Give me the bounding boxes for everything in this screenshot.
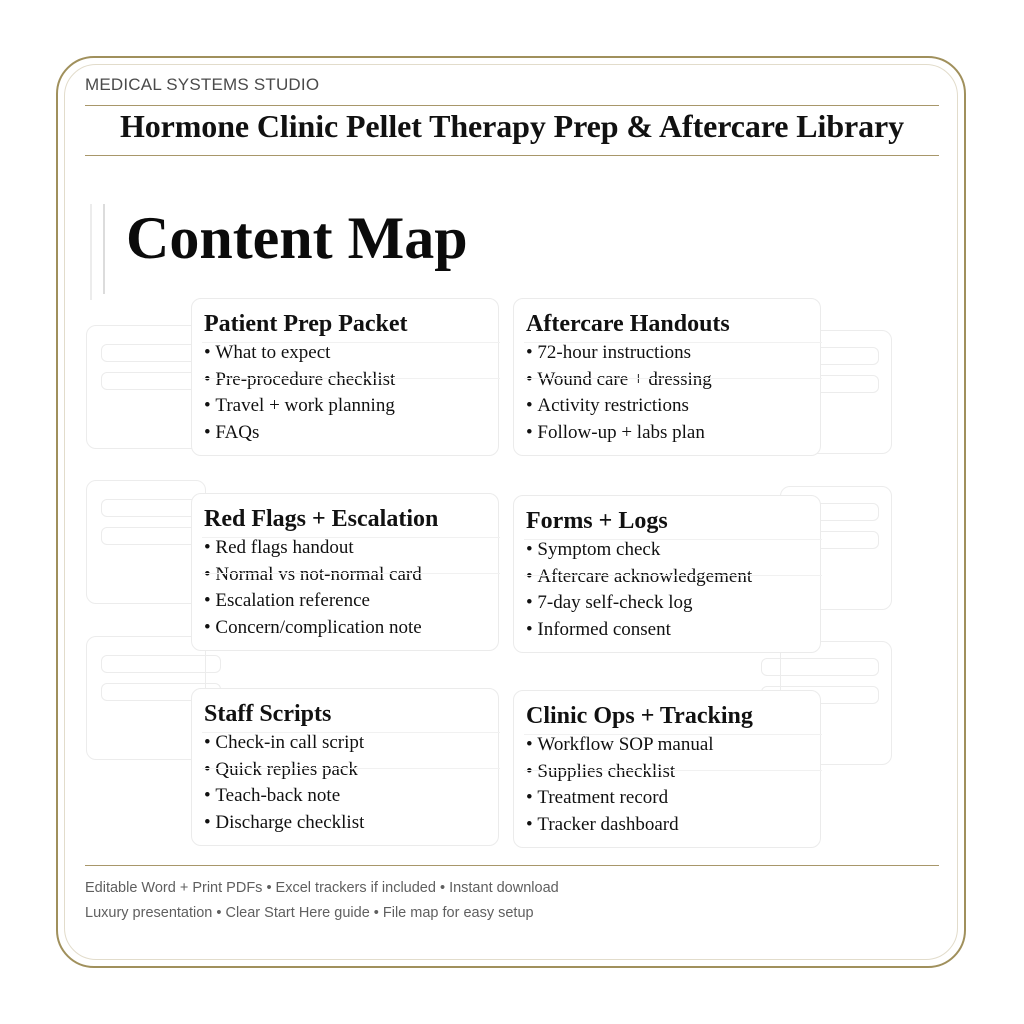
heading-accent-bar-inner	[103, 204, 105, 294]
list-item: • Supplies checklist	[526, 759, 820, 786]
list-item: • Aftercare acknowledgement	[526, 564, 820, 591]
list-item: • Travel + work planning	[204, 393, 498, 420]
card-title: Forms + Logs	[526, 508, 668, 534]
card-title: Aftercare Handouts	[526, 311, 730, 337]
list-item: • Discharge checklist	[204, 810, 498, 837]
list-item: • Informed consent	[526, 617, 820, 644]
heading-accent-bar	[90, 204, 92, 300]
card-forms-logs	[513, 495, 821, 653]
list-item: • Teach-back note	[204, 783, 498, 810]
card-aftercare-handouts	[513, 298, 821, 456]
list-item: • Workflow SOP manual	[526, 732, 820, 759]
card-patient-prep-packet	[191, 298, 499, 456]
ghost-card	[86, 325, 206, 449]
card-staff-scripts	[191, 688, 499, 846]
list-item: • FAQs	[204, 420, 498, 447]
footer-line-1: Editable Word + Print PDFs • Excel trackers if included • Instant download	[85, 880, 559, 896]
ghost-card	[86, 480, 206, 604]
list-item: • Quick replies pack	[204, 757, 498, 784]
list-item: • Red flags handout	[204, 535, 498, 562]
card-clinic-ops-tracking	[513, 690, 821, 848]
card-item-list	[526, 732, 820, 838]
list-item: • Check-in call script	[204, 730, 498, 757]
footer-line-2: Luxury presentation • Clear Start Here guide • File map for easy setup	[85, 905, 534, 921]
title-rule-top	[85, 105, 939, 106]
list-item: • Wound care + dressing	[526, 367, 820, 394]
card-item-list	[204, 340, 498, 446]
list-item: • 72-hour instructions	[526, 340, 820, 367]
card-item-list	[204, 730, 498, 836]
list-item: • Activity restrictions	[526, 393, 820, 420]
list-item: • Follow-up + labs plan	[526, 420, 820, 447]
list-item: • Treatment record	[526, 785, 820, 812]
card-red-flags-escalation	[191, 493, 499, 651]
ghost-card	[86, 636, 206, 760]
page-title: Hormone Clinic Pellet Therapy Prep & Aftercare Library	[119, 108, 905, 144]
card-item-list	[204, 535, 498, 641]
list-item: • Concern/complication note	[204, 615, 498, 642]
card-title: Staff Scripts	[204, 701, 332, 727]
list-item: • Normal vs not-normal card	[204, 562, 498, 589]
card-title: Clinic Ops + Tracking	[526, 703, 753, 729]
card-item-list	[526, 537, 820, 643]
content-map-heading: Content Map	[126, 205, 468, 271]
list-item: • What to expect	[204, 340, 498, 367]
list-item: • Escalation reference	[204, 588, 498, 615]
list-item: • Pre-procedure checklist	[204, 367, 498, 394]
list-item: • 7-day self-check log	[526, 590, 820, 617]
card-title: Patient Prep Packet	[204, 311, 408, 337]
list-item: • Symptom check	[526, 537, 820, 564]
footer-rule	[85, 865, 939, 866]
title-rule-bottom	[85, 155, 939, 156]
studio-name: MEDICAL SYSTEMS STUDIO	[85, 75, 320, 94]
list-item: • Tracker dashboard	[526, 812, 820, 839]
card-title: Red Flags + Escalation	[204, 506, 439, 532]
card-item-list	[526, 340, 820, 446]
